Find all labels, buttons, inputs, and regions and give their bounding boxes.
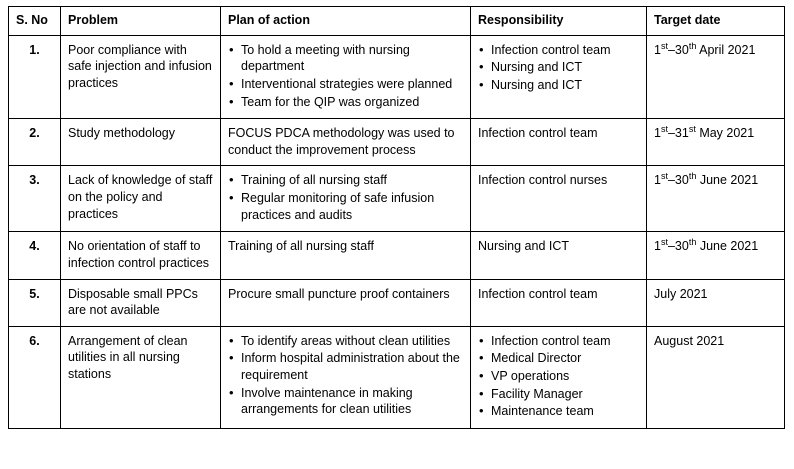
table-body xyxy=(9,35,785,428)
cell-responsibility xyxy=(471,166,647,232)
cell-responsibility-text: Infection control nurses xyxy=(478,173,608,188)
list-item: • Infection control team xyxy=(478,333,639,350)
target-date-text xyxy=(654,238,777,255)
column-header-responsibility: Responsibility xyxy=(471,7,647,36)
target-date-end: –31 xyxy=(667,126,689,141)
list-item: • Training of all nursing staff xyxy=(228,172,463,189)
cell-problem: Poor compliance with safe injection and infusion practices xyxy=(61,35,221,119)
target-date-start: 1 xyxy=(654,126,661,141)
cell-target-date xyxy=(647,119,785,166)
target-date-end: –30 xyxy=(667,173,689,188)
target-date-text xyxy=(654,172,777,189)
cell-responsibility xyxy=(471,35,647,119)
list-item: • Inform hospital administration about the requirement xyxy=(228,350,463,383)
cell-problem: Arrangement of clean utilities in all nursing stations xyxy=(61,326,221,428)
cell-plan-of-action xyxy=(221,119,471,166)
column-header-problem: Problem xyxy=(61,7,221,36)
table-row xyxy=(9,232,785,279)
cell-responsibility-text: Infection control team xyxy=(478,286,598,301)
list-item: • Regular monitoring of safe infusion practices and audits xyxy=(228,190,463,223)
target-date-end-ordinal: th xyxy=(688,40,697,51)
list-item: • Infection control team xyxy=(478,42,639,59)
column-header-plan-of-action: Plan of action xyxy=(221,7,471,36)
cell-plan-of-action-list xyxy=(228,42,463,111)
cell-target-date xyxy=(647,326,785,428)
cell-problem: Study methodology xyxy=(61,119,221,166)
target-date-end-ordinal: th xyxy=(688,237,697,248)
table-row xyxy=(9,119,785,166)
target-date-end: –30 xyxy=(667,42,689,57)
cell-plan-of-action-list xyxy=(228,172,463,223)
target-date-start-ordinal: st xyxy=(660,40,668,51)
target-date-end-ordinal: th xyxy=(688,171,697,182)
target-date-text: July 2021 xyxy=(654,286,708,301)
target-date-text xyxy=(654,125,777,142)
cell-sno: 4. xyxy=(9,232,61,279)
list-item: • Team for the QIP was organized xyxy=(228,94,463,111)
list-item: • Facility Manager xyxy=(478,386,639,403)
cell-responsibility xyxy=(471,326,647,428)
table-row xyxy=(9,326,785,428)
table-row xyxy=(9,279,785,326)
cell-sno: 3. xyxy=(9,166,61,232)
list-item: • Medical Director xyxy=(478,350,639,367)
list-item: • Maintenance team xyxy=(478,403,639,420)
cell-plan-of-action xyxy=(221,279,471,326)
cell-target-date xyxy=(647,279,785,326)
target-date-start-ordinal: st xyxy=(660,237,668,248)
cell-target-date xyxy=(647,35,785,119)
cell-responsibility-text: Nursing and ICT xyxy=(478,239,570,254)
cell-problem: Disposable small PPCs are not available xyxy=(61,279,221,326)
cell-problem: Lack of knowledge of staff on the policy and practices xyxy=(61,166,221,232)
target-date-start-ordinal: st xyxy=(660,123,668,134)
cell-sno: 6. xyxy=(9,326,61,428)
cell-responsibility xyxy=(471,232,647,279)
cell-sno: 1. xyxy=(9,35,61,119)
cell-plan-of-action-text: FOCUS PDCA methodology was used to conduct the improvement process xyxy=(228,126,455,157)
table-header-row xyxy=(9,7,785,36)
column-header-target-date: Target date xyxy=(647,7,785,36)
target-date-month-year: May 2021 xyxy=(695,126,755,141)
cell-plan-of-action-text: Training of all nursing staff xyxy=(228,239,374,254)
target-date-month-year: June 2021 xyxy=(696,239,759,254)
target-date-end: –30 xyxy=(667,239,689,254)
list-item: • Interventional strategies were planned xyxy=(228,76,463,93)
list-item: • To identify areas without clean utilities xyxy=(228,333,463,350)
list-item: • Nursing and ICT xyxy=(478,77,639,94)
cell-responsibility-text: Infection control team xyxy=(478,126,598,141)
cell-problem: No orientation of staff to infection control practices xyxy=(61,232,221,279)
target-date-start: 1 xyxy=(654,173,661,188)
target-date-text xyxy=(654,42,777,59)
target-date-start: 1 xyxy=(654,239,661,254)
target-date-start-ordinal: st xyxy=(660,171,668,182)
cell-target-date xyxy=(647,232,785,279)
cell-responsibility-list xyxy=(478,333,639,420)
column-header-sno: S. No xyxy=(9,7,61,36)
target-date-start: 1 xyxy=(654,42,661,57)
list-item: • VP operations xyxy=(478,368,639,385)
list-item: • Involve maintenance in making arrangements for clean utilities xyxy=(228,385,463,418)
cell-plan-of-action xyxy=(221,35,471,119)
cell-responsibility xyxy=(471,279,647,326)
cell-plan-of-action-list xyxy=(228,333,463,418)
cell-plan-of-action xyxy=(221,326,471,428)
table-row xyxy=(9,166,785,232)
cell-responsibility xyxy=(471,119,647,166)
cell-sno: 5. xyxy=(9,279,61,326)
target-date-month-year: June 2021 xyxy=(696,173,759,188)
target-date-text: August 2021 xyxy=(654,333,725,348)
target-date-month-year: April 2021 xyxy=(696,42,756,57)
cell-plan-of-action-text: Procure small puncture proof containers xyxy=(228,286,450,301)
cell-plan-of-action xyxy=(221,166,471,232)
list-item: • To hold a meeting with nursing department xyxy=(228,42,463,75)
action-plan-table xyxy=(8,6,785,429)
list-item: • Nursing and ICT xyxy=(478,59,639,76)
table-header xyxy=(9,7,785,36)
cell-target-date xyxy=(647,166,785,232)
cell-plan-of-action xyxy=(221,232,471,279)
table-row xyxy=(9,35,785,119)
cell-sno: 2. xyxy=(9,119,61,166)
cell-responsibility-list xyxy=(478,42,639,94)
target-date-end-ordinal: st xyxy=(688,123,696,134)
